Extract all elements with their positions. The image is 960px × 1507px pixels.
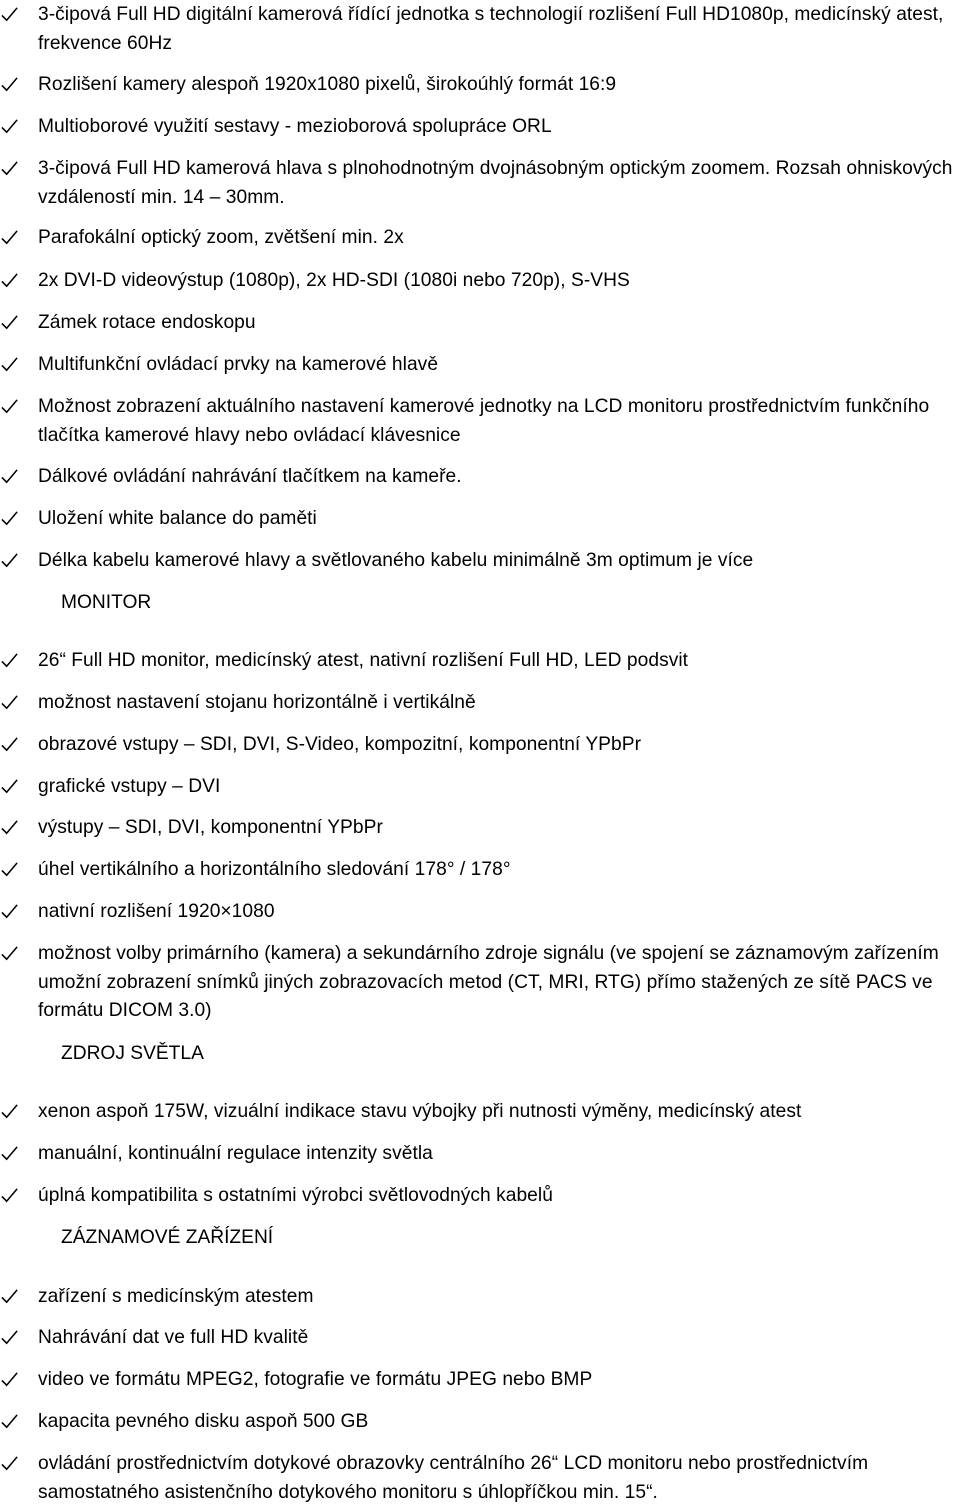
checkmark-icon [0,5,22,27]
list-item-text: 26“ Full HD monitor, medicínský atest, nativní rozlišení Full HD, LED podsvit [38,650,689,671]
list-item-text: Uložení white balance do paměti [38,508,317,529]
checkmark-icon [0,271,22,293]
checkmark-icon [0,777,22,799]
list-item-text: Multifunkční ovládací prvky na kamerové hlavě [38,354,439,375]
list-item-text: výstupy – SDI, DVI, komponentní YPbPr [38,817,383,838]
list-item-text: 3-čipová Full HD kamerová hlava s plnohodnotným dvojnásobným optickým zoomem. Rozsah ohniskových vzdáleností min. 14 – 30mm. [38,158,953,208]
list-item-text: úplná kompatibilita s ostatními výrobci světlovodných kabelů [38,1185,553,1206]
checkmark-icon [0,818,22,840]
list-item-text: nativní rozlišení 1920×1080 [38,901,275,922]
section-heading-light-source: ZDROJ SVĚTLA [61,1043,204,1064]
checkmark-icon [0,467,22,489]
section-heading-recording-device: ZÁZNAMOVÉ ZAŘÍZENÍ [61,1227,274,1248]
list-item-text: xenon aspoň 175W, vizuální indikace stavu výbojky při nutnosti výměny, medicínský atest [38,1101,802,1122]
checkmark-icon [0,75,22,97]
list-item-text: možnost nastavení stojanu horizontálně i vertikálně [38,692,476,713]
checkmark-icon [0,1287,22,1309]
checkmark-icon [0,1370,22,1392]
list-item-text: video ve formátu MPEG2, fotografie ve formátu JPEG nebo BMP [38,1369,593,1390]
list-item-text: úhel vertikálního a horizontálního sledování 178° / 178° [38,859,511,880]
list-item-text: 3-čipová Full HD digitální kamerová řídící jednotka s technologií rozlišení Full HD1080p, medicínský atest, frekvence 60Hz [38,4,944,54]
checkmark-icon [0,944,22,966]
checkmark-icon [0,860,22,882]
list-item-text: Dálkové ovládání nahrávání tlačítkem na kameře. [38,466,462,487]
checkmark-icon [0,551,22,573]
list-item-text: obrazové vstupy – SDI, DVI, S-Video, kompozitní, komponentní YPbPr [38,734,642,755]
checkmark-icon [0,735,22,757]
list-item-text: manuální, kontinuální regulace intenzity světla [38,1143,433,1164]
list-item-text: 2x DVI-D videovýstup (1080p), 2x HD-SDI (1080i nebo 720p), S-VHS [38,270,630,291]
checkmark-icon [0,1412,22,1434]
checkmark-icon [0,1144,22,1166]
checkmark-icon [0,397,22,419]
list-item-text: Parafokální optický zoom, zvětšení min. 2x [38,227,404,248]
checkmark-icon [0,1328,22,1350]
list-item-text: Multioborové využití sestavy - mezioborová spolupráce ORL [38,116,552,137]
checkmark-icon [0,228,22,250]
checkmark-icon [0,1186,22,1208]
list-item-text: Zámek rotace endoskopu [38,312,256,333]
list-item-text: Rozlišení kamery alespoň 1920x1080 pixelů, širokoúhlý formát 16:9 [38,74,617,95]
list-item-text: možnost volby primárního (kamera) a sekundárního zdroje signálu (ve spojení se záznamovým zařízením umožní zobrazení snímků jiných zobrazovacích metod (CT, MRI, RTG) přímo stažených ze sítě PACS ve formátu DICOM 3.0) [38,943,939,1021]
section-heading-monitor: MONITOR [61,592,152,613]
list-item-text: zařízení s medicínským atestem [38,1286,314,1307]
list-item-text: Možnost zobrazení aktuálního nastavení kamerové jednotky na LCD monitoru prostřednictvím funkčního tlačítka kamerové hlavy nebo ovládací klávesnice [38,396,930,446]
list-item-text: kapacita pevného disku aspoň 500 GB [38,1411,369,1432]
list-item-text: grafické vstupy – DVI [38,776,221,797]
checkmark-icon [0,117,22,139]
list-item-text: ovládání prostřednictvím dotykové obrazovky centrálního 26“ LCD monitoru nebo prostřednictvím samostatného asistenčního dotykového monitoru s úhlopříčkou min. 15“. [38,1453,869,1503]
checkmark-icon [0,1102,22,1124]
checkmark-icon [0,651,22,673]
checkmark-icon [0,902,22,924]
checkmark-icon [0,355,22,377]
checkmark-icon [0,509,22,531]
list-item-text: Délka kabelu kamerové hlavy a světlovaného kabelu minimálně 3m optimum je více [38,550,754,571]
list-item-text: Nahrávání dat ve full HD kvalitě [38,1327,309,1348]
checkmark-icon [0,313,22,335]
checkmark-icon [0,693,22,715]
checkmark-icon [0,1454,22,1476]
checkmark-icon [0,159,22,181]
